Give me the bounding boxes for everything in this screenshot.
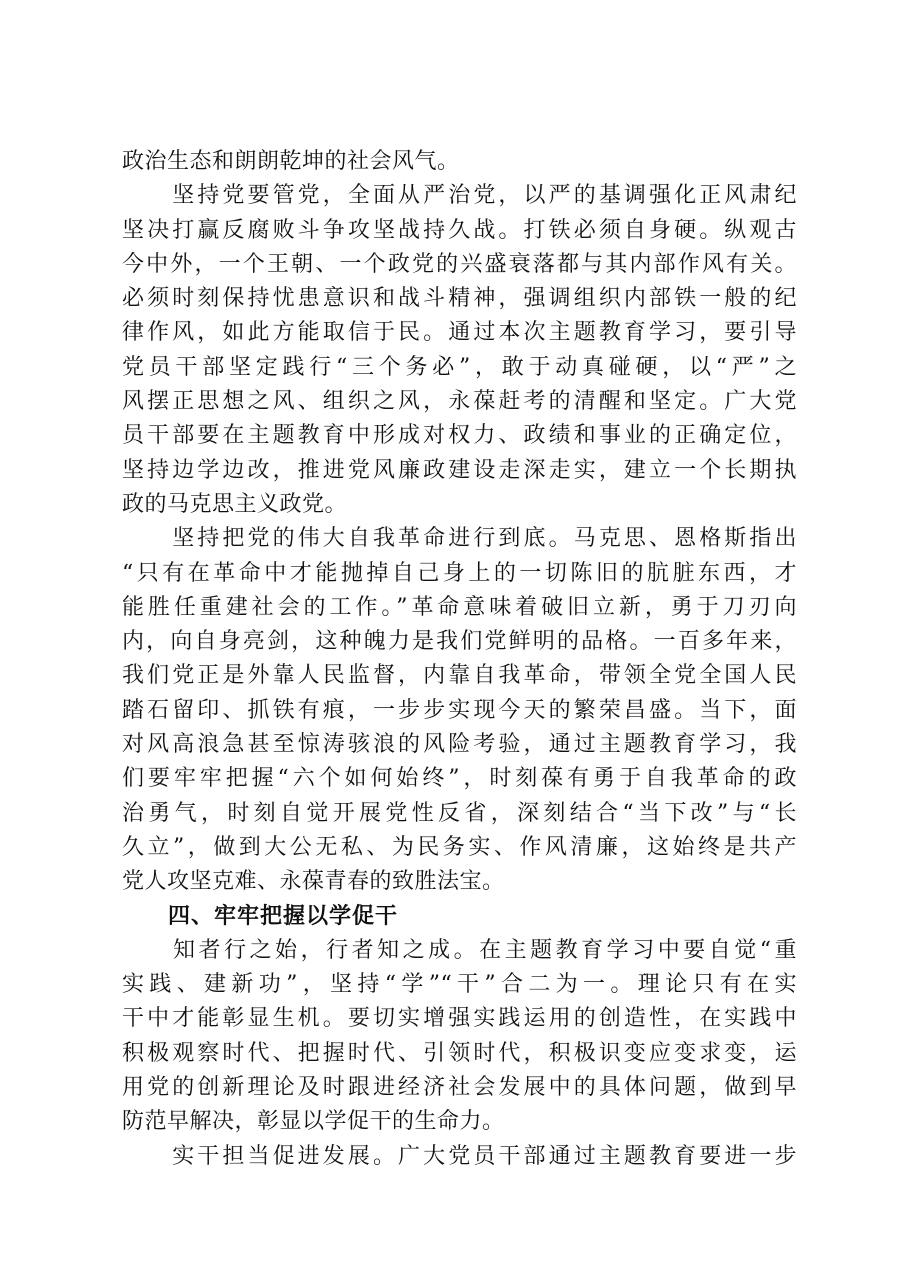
text-line: 积极观察时代、把握时代、引领时代，积极识变应变求变，运	[122, 1040, 797, 1066]
text-line: 内，向自身亮剑，这种魄力是我们党鲜明的品格。一百多年来，	[122, 629, 797, 655]
text-line: 对风高浪急甚至惊涛骇浪的风险考验，通过主题教育学习，我	[122, 732, 797, 758]
text-line: 坚持党要管党，全面从严治党，以严的基调强化正风肃纪	[122, 183, 797, 209]
text-line: 律作风，如此方能取信于民。通过本次主题教育学习，要引导	[122, 320, 797, 346]
text-line: 风摆正思想之风、组织之风，永葆赶考的清醒和坚定。广大党	[122, 389, 797, 415]
text-line: 政的马克思主义政党。	[122, 491, 348, 517]
document-body	[122, 145, 797, 1174]
text-line: 实践、建新功”，坚持“学”“干”合二为一。理论只有在实	[122, 972, 797, 998]
text-line: 坚持把党的伟大自我革命进行到底。马克思、恩格斯指出	[122, 526, 797, 552]
section-heading: 四、牢牢把握以学促干	[122, 903, 399, 929]
text-line: 治勇气，时刻自觉开展党性反省，深刻结合“当下改”与“长	[122, 800, 797, 826]
text-line: 坚持边学边改，推进党风廉政建设走深走实，建立一个长期执	[122, 457, 797, 483]
text-line: 实干担当促进发展。广大党员干部通过主题教育要进一步	[122, 1143, 797, 1169]
text-line: “只有在革命中才能抛掉自己身上的一切陈旧的肮脏东西，才	[122, 560, 797, 586]
text-line: 政治生态和朗朗乾坤的社会风气。	[122, 149, 460, 174]
text-line: 用党的创新理论及时跟进经济社会发展中的具体问题，做到早	[122, 1075, 797, 1101]
text-line: 知者行之始，行者知之成。在主题教育学习中要自觉“重	[122, 937, 797, 963]
text-line: 能胜任重建社会的工作。”革命意味着破旧立新，勇于刀刃向	[122, 594, 797, 620]
text-line: 久立”，做到大公无私、为民务实、作风清廉，这始终是共产	[122, 834, 797, 860]
text-line: 必须时刻保持忧患意识和战斗精神，强调组织内部铁一般的纪	[122, 286, 797, 312]
text-line: 踏石留印、抓铁有痕，一步步实现今天的繁荣昌盛。当下，面	[122, 697, 797, 723]
text-line: 今中外，一个王朝、一个政党的兴盛衰落都与其内部作风有关。	[122, 251, 797, 277]
text-line: 我们党正是外靠人民监督，内靠自我革命，带领全党全国人民	[122, 663, 797, 689]
text-line: 坚决打赢反腐败斗争攻坚战持久战。打铁必须自身硬。纵观古	[122, 217, 797, 243]
text-line: 防范早解决，彰显以学促干的生命力。	[122, 1109, 505, 1135]
text-line: 员干部要在主题教育中形成对权力、政绩和事业的正确定位，	[122, 423, 797, 449]
text-line: 党人攻坚克难、永葆青春的致胜法宝。	[122, 869, 505, 895]
text-line: 党员干部坚定践行“三个务必”，敢于动真碰硬，以“严”之	[122, 354, 797, 380]
text-line: 干中才能彰显生机。要切实增强实践运用的创造性，在实践中	[122, 1006, 797, 1032]
text-line: 们要牢牢把握“六个如何始终”，时刻葆有勇于自我革命的政	[122, 766, 797, 792]
